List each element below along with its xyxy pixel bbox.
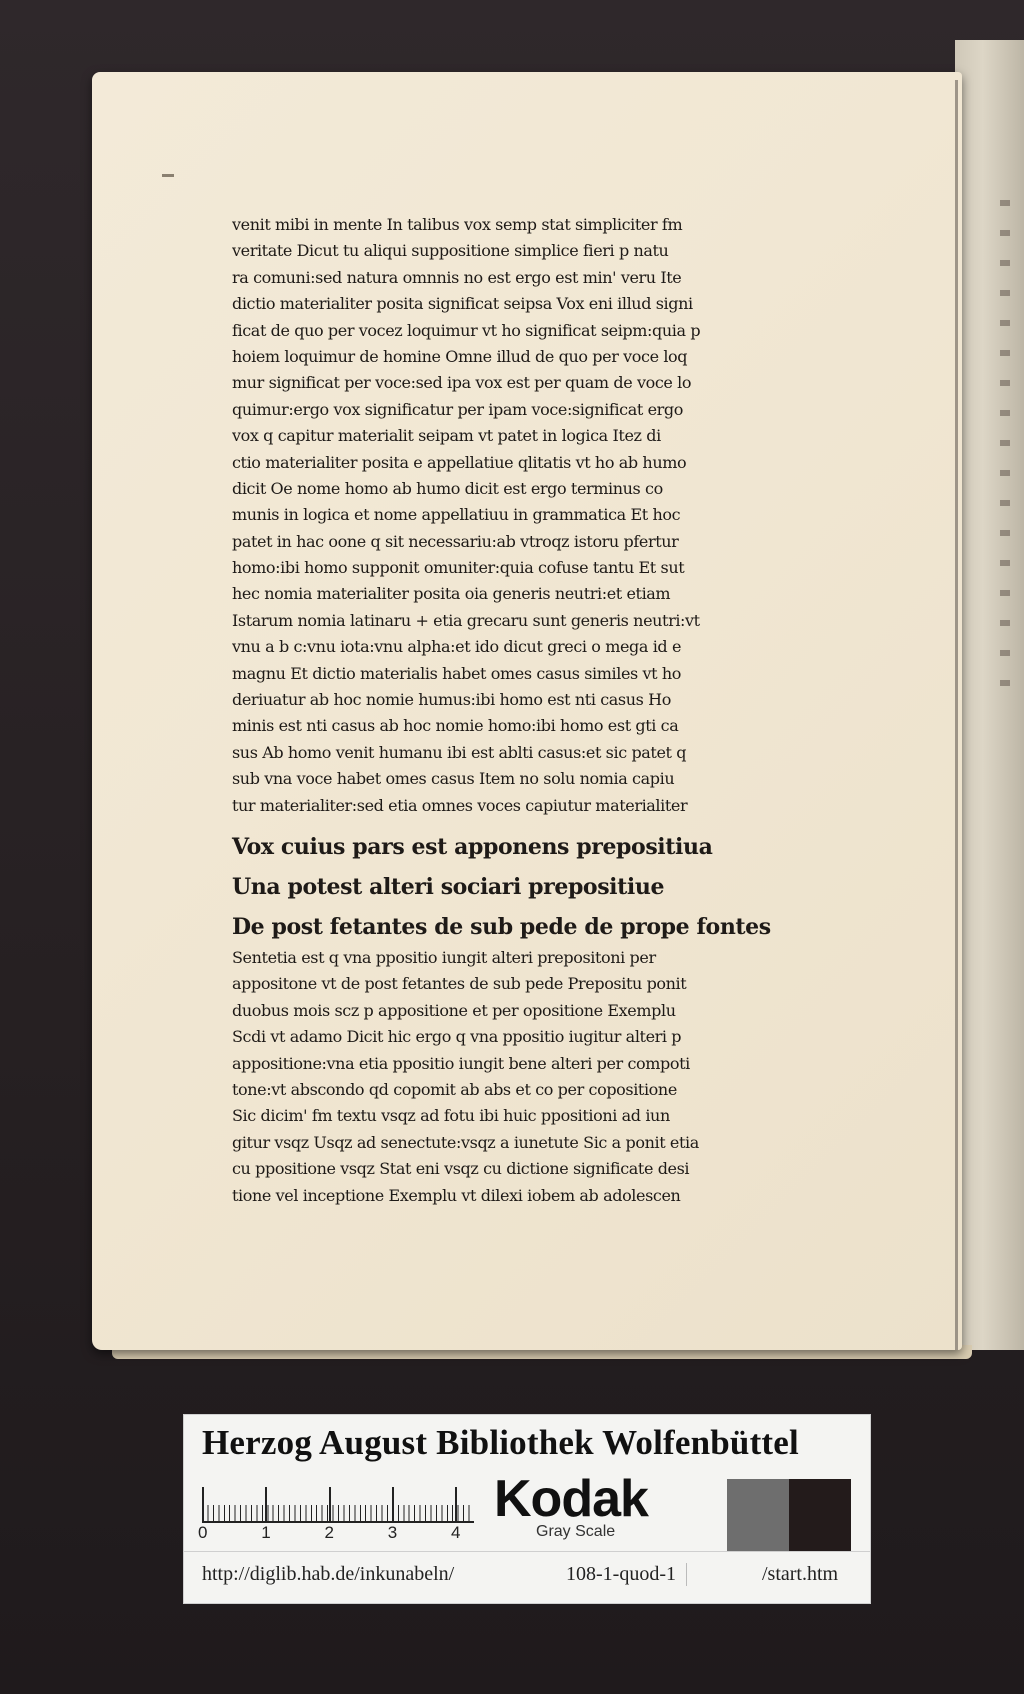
text-line: ctio materialiter posita e appellatiue qlitatis vt ho ab humo	[232, 452, 687, 472]
commentary-line: tone:vt abscondo qd copomit ab abs et co per copositione	[232, 1079, 677, 1099]
kodak-logo	[494, 1470, 664, 1540]
kodak-brand: Kodak	[494, 1470, 648, 1528]
facing-page-edge	[955, 40, 1024, 1350]
commentary-line: duobus mois scz p appositione et per opositione Exemplu	[232, 1000, 676, 1020]
text-line: magnu Et dictio materialis habet omes casus similes vt ho	[232, 663, 682, 683]
library-divider	[184, 1551, 870, 1552]
shelfmark: 108-1-quod-1	[566, 1563, 687, 1586]
commentary-line: Sic dicim' fm textu vsqz ad fotu ibi huic ppositioni ad iun	[232, 1106, 670, 1126]
text-line: sus Ab homo venit humanu ibi est ablti casus:et sic patet q	[232, 742, 687, 762]
ruler-major-tick	[265, 1487, 267, 1521]
ruler-number: 2	[324, 1523, 334, 1542]
commentary-line: Sentetia est q vna ppositio iungit alteri prepositoni per	[232, 947, 656, 967]
text-line: veritate Dicut tu aliqui suppositione simplice fieri p natu	[232, 241, 669, 261]
page-gutter	[955, 80, 958, 1350]
measurement-ruler	[202, 1479, 474, 1523]
text-line: venit mibi in mente In talibus vox semp stat simpliciter fm	[232, 215, 683, 234]
commentary-line: cu ppositione vsqz Stat eni vsqz cu dictione significate desi	[232, 1159, 690, 1179]
text-line: hoiem loquimur de homine Omne illud de quo per voce loq	[232, 346, 688, 366]
ruler-numbers	[198, 1523, 488, 1543]
gray-swatch	[727, 1479, 789, 1551]
library-url: http://diglib.hab.de/inkunabeln/	[202, 1563, 455, 1585]
commentary-line: tione vel inceptione Exemplu vt dilexi iobem ab adolescen	[232, 1185, 681, 1205]
text-line: ra comuni:sed natura omnnis no est ergo est min' veru Ite	[232, 267, 682, 287]
text-line: Istarum nomia latinaru + etia grecaru sunt generis neutri:vt	[232, 610, 700, 630]
text-line: sub vna voce habet omes casus Item no solu nomia capiu	[232, 769, 675, 789]
text-line: ficat de quo per vocez loquimur vt ho significat seipm:quia p	[232, 320, 701, 340]
facing-page-text-edge	[1000, 200, 1010, 700]
text-line: homo:ibi homo supponit omuniter:quia cofuse tantu Et sut	[232, 558, 685, 578]
text-line: patet in hac oone q sit necessariu:ab vtroqz istoru pfertur	[232, 531, 679, 551]
text-line: dicit Oe nome homo ab humo dicit est ergo terminus co	[232, 478, 663, 498]
text-line: minis est nti casus ab hoc nomie homo:ibi homo est gti ca	[232, 716, 679, 736]
text-line: vnu a b c:vnu iota:vnu alpha:et ido dicut greci o mega id e	[232, 637, 682, 657]
paper-mark	[162, 174, 174, 177]
commentary-line: appositione:vna etia ppositio iungit bene alteri per compoti	[232, 1053, 690, 1073]
text-line: dictio materialiter posita significat seipsa Vox eni illud signi	[232, 294, 693, 314]
incunable-text	[232, 212, 922, 1209]
ruler-major-tick	[329, 1487, 331, 1521]
verse-line: Vox cuius pars est apponens prepositiua	[232, 833, 713, 860]
start-link: /start.htm	[762, 1563, 839, 1585]
text-line: hec nomia materialiter posita oia generis neutri:et etiam	[232, 584, 671, 604]
commentary-line: appositone vt de post fetantes de sub pede Prepositu ponit	[232, 974, 687, 994]
spacer	[232, 819, 922, 825]
dark-swatch	[789, 1479, 851, 1551]
verse-line: Una potest alteri sociari prepositiue	[232, 873, 665, 900]
ruler-major-tick	[202, 1487, 204, 1521]
ruler-number: 0	[198, 1523, 208, 1542]
library-title: Herzog August Bibliothek Wolfenbüttel	[202, 1423, 799, 1462]
ruler-number: 3	[387, 1523, 398, 1542]
gray-scale-label: Gray Scale	[536, 1523, 616, 1540]
text-line: munis in logica et nome appellatiuu in grammatica Et hoc	[232, 505, 681, 525]
verse-line: De post fetantes de sub pede de prope fontes	[232, 913, 771, 940]
text-line: mur significat per voce:sed ipa vox est per quam de voce lo	[232, 373, 692, 393]
ruler-number: 4	[451, 1523, 461, 1542]
ruler-major-tick	[455, 1487, 457, 1521]
library-color-target	[183, 1414, 871, 1604]
commentary-line: gitur vsqz Usqz ad senectute:vsqz a iunetute Sic a ponit etia	[232, 1132, 699, 1152]
text-line: vox q capitur materialit seipam vt patet in logica Itez di	[232, 426, 661, 446]
text-line: tur materialiter:sed etia omnes voces capiutur materialiter	[232, 795, 688, 815]
text-line: deriuatur ab hoc nomie humus:ibi homo est nti casus Ho	[232, 690, 671, 710]
ruler-major-tick	[392, 1487, 394, 1521]
text-line: quimur:ergo vox significatur per ipam voce:significat ergo	[232, 399, 683, 419]
ruler-number: 1	[261, 1523, 271, 1542]
commentary-line: Scdi vt adamo Dicit hic ergo q vna ppositio iugitur alteri p	[232, 1027, 682, 1047]
